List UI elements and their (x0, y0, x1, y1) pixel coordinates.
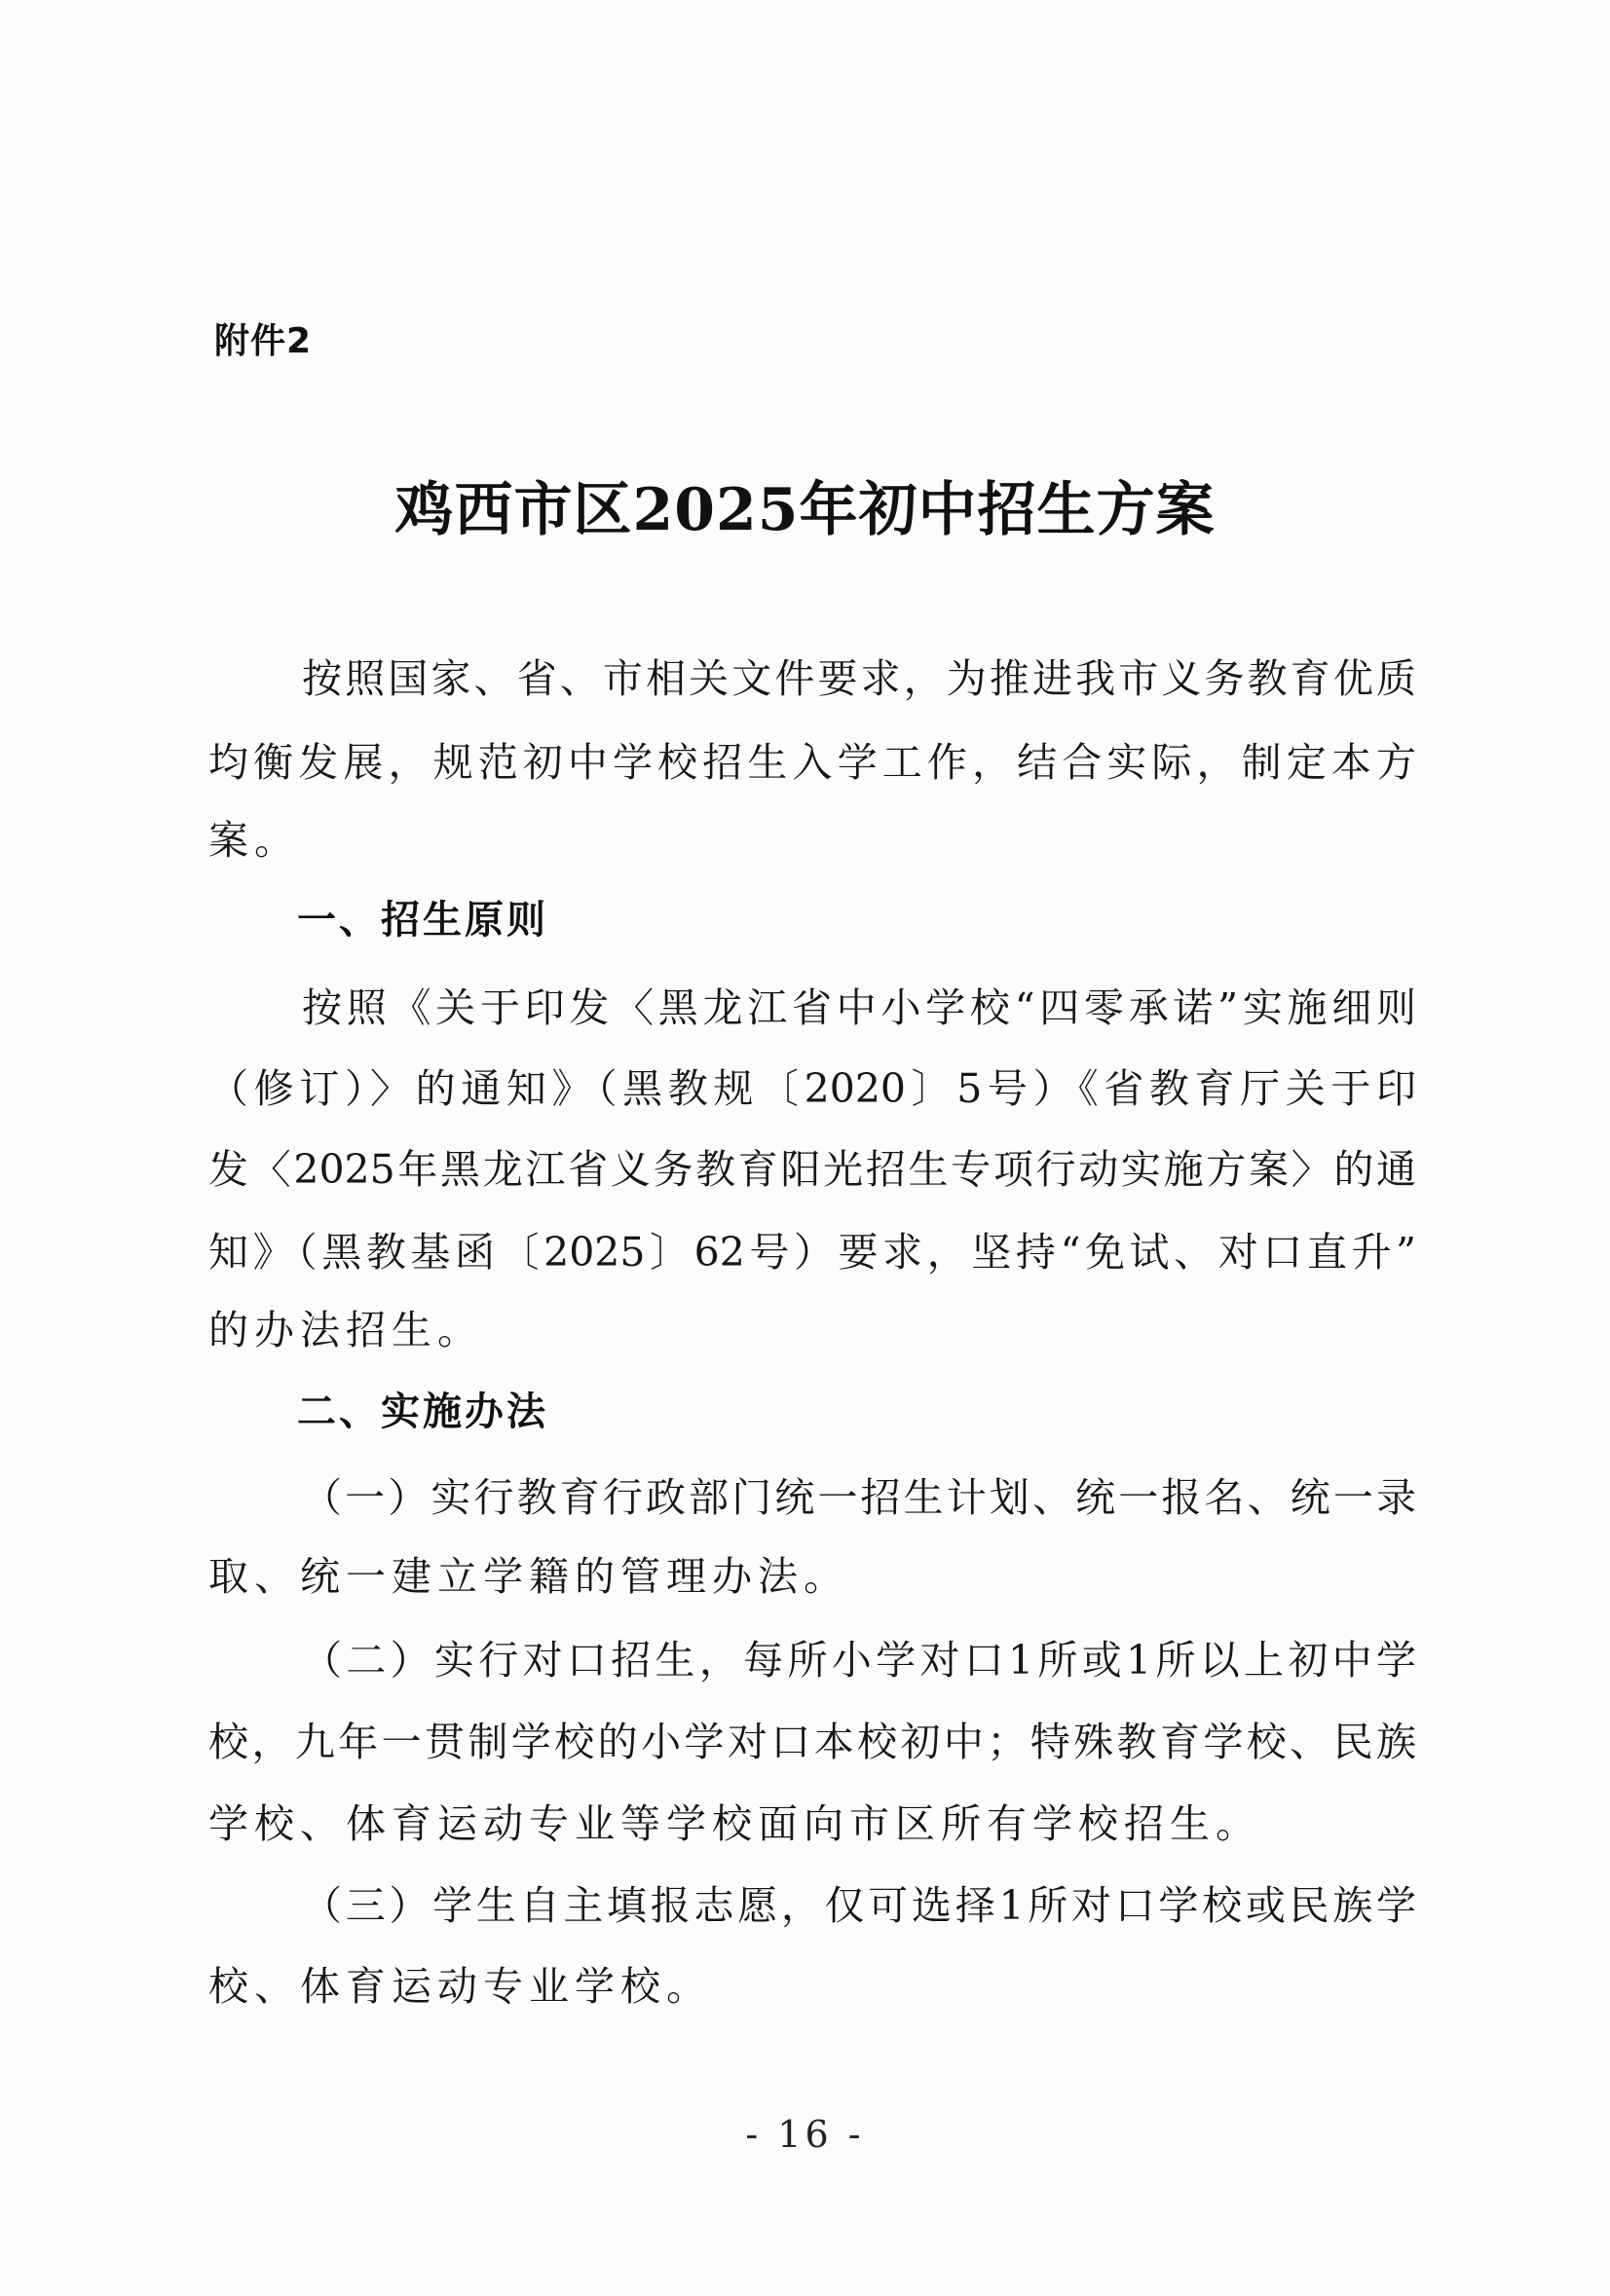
implementation-line-1: （一）实行教育行政部门统一招生计划、统一报名、统一录 (302, 1474, 1416, 1521)
implementation-line-5: 学校、体育运动专业等学校面向市区所有学校招生。 (208, 1800, 1261, 1847)
principles-line-4: 知》（黑教基函〔2025〕62号）要求，坚持“免试、对口直升” (208, 1229, 1416, 1276)
implementation-line-3: （二）实行对口招生，每所小学对口1所或1所以上初中学 (302, 1637, 1416, 1684)
principles-line-3: 发〈2025年黑龙江省义务教育阳光招生专项行动实施方案〉的通 (208, 1146, 1416, 1193)
implementation-line-4: 校，九年一贯制学校的小学对口本校初中；特殊教育学校、民族 (208, 1719, 1416, 1765)
intro-line-3: 案。 (208, 817, 300, 864)
document-title: 鸡西市区2025年初中招生方案 (394, 476, 1216, 544)
section-heading-principles: 一、招生原则 (297, 898, 548, 943)
principles-line-5: 的办法招生。 (208, 1307, 483, 1353)
principles-line-1: 按照《关于印发〈黑龙江省中小学校“四零承诺”实施细则 (302, 984, 1416, 1031)
principles-line-2: （修订）〉的通知》（黑教规〔2020〕5号）《省教育厅关于印 (208, 1065, 1416, 1112)
intro-line-1: 按照国家、省、市相关文件要求，为推进我市义务教育优质 (302, 655, 1416, 702)
implementation-line-2: 取、统一建立学籍的管理办法。 (208, 1553, 849, 1600)
implementation-line-6: （三）学生自主填报志愿，仅可选择1所对口学校或民族学 (302, 1882, 1416, 1929)
intro-line-2: 均衡发展，规范初中学校招生入学工作，结合实际，制定本方 (208, 739, 1416, 786)
attachment-label: 附件2 (214, 321, 313, 361)
section-heading-implementation: 二、实施办法 (297, 1389, 548, 1434)
implementation-line-7: 校、体育运动专业学校。 (208, 1963, 712, 2010)
page-number: - 16 - (745, 2113, 865, 2156)
